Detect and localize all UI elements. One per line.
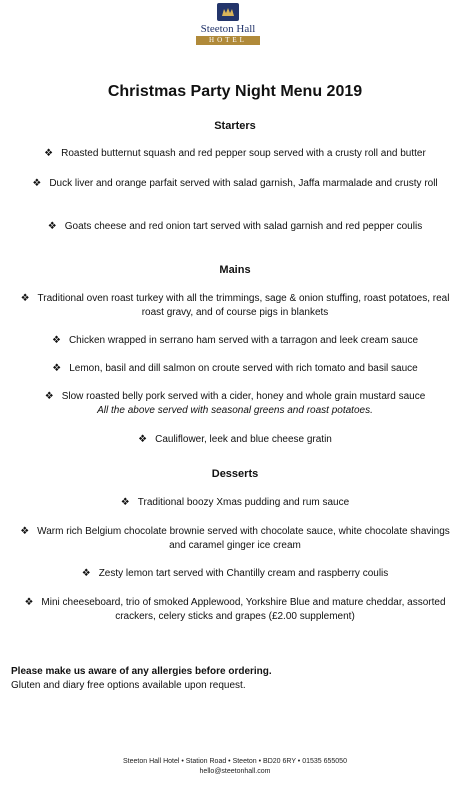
- item-text: Chicken wrapped in serrano ham served with a tarragon and leek cream sauce: [68, 335, 419, 346]
- starter-item: [18, 177, 452, 191]
- logo-band: HOTEL: [196, 36, 260, 45]
- item-text: Mini cheeseboard, trio of smoked Applewood, Yorkshire Blue and mature cheddar, assorted crackers, celery sticks and grapes (£2.00 supplement): [41, 597, 446, 622]
- bullet-icon: ❖: [44, 148, 54, 159]
- item-text: Duck liver and orange parfait served with salad garnish, Jaffa marmalade and crusty roll: [49, 178, 438, 189]
- item-text: Cauliflower, leek and blue cheese gratin: [155, 434, 332, 445]
- starter-item: [18, 220, 452, 234]
- bullet-icon: ❖: [20, 293, 30, 304]
- desserts-heading: Desserts: [211, 468, 259, 480]
- bullet-icon: ❖: [138, 434, 148, 445]
- starters-heading: Starters: [214, 120, 256, 132]
- crest-icon: [217, 3, 239, 21]
- item-text: Traditional oven roast turkey with all the trimmings, sage & onion stuffing, roast potatoes, real roast gravy, and of course pigs in blankets: [37, 293, 450, 318]
- main-item: [18, 390, 452, 404]
- logo-name: Steeton Hall: [200, 23, 256, 35]
- allergy-options: Gluten and diary free options available upon request.: [11, 680, 246, 691]
- dessert-item: [18, 596, 452, 624]
- bullet-icon: ❖: [32, 178, 42, 189]
- bullet-icon: ❖: [24, 597, 34, 608]
- main-item: [18, 362, 452, 376]
- bullet-icon: ❖: [51, 335, 61, 346]
- bullet-icon: ❖: [44, 391, 54, 402]
- item-text: Slow roasted belly pork served with a cider, honey and whole grain mustard sauce: [61, 391, 426, 402]
- item-text: Zesty lemon tart served with Chantilly cream and raspberry coulis: [98, 568, 389, 579]
- mains-note: All the above served with seasonal greens and roast potatoes.: [97, 405, 373, 416]
- item-text: Lemon, basil and dill salmon on croute served with rich tomato and basil sauce: [69, 363, 418, 374]
- item-text: Goats cheese and red onion tart served with salad garnish and red pepper coulis: [64, 221, 423, 232]
- hotel-logo: [190, 3, 266, 45]
- allergy-notice: [11, 665, 272, 693]
- menu-title: Christmas Party Night Menu 2019: [107, 83, 363, 100]
- bullet-icon: ❖: [52, 363, 62, 374]
- footer: [0, 757, 470, 777]
- bullet-icon: ❖: [20, 526, 30, 537]
- bullet-icon: ❖: [47, 221, 57, 232]
- bullet-icon: ❖: [81, 568, 91, 579]
- bullet-icon: ❖: [120, 497, 130, 508]
- main-item: [18, 292, 452, 320]
- vegetarian-item: [18, 433, 452, 447]
- dessert-item: [18, 525, 452, 553]
- dessert-item: [18, 567, 452, 581]
- footer-address: Steeton Hall Hotel • Station Road • Steeton • BD20 6RY • 01535 655050: [123, 758, 347, 765]
- item-text: Traditional boozy Xmas pudding and rum sauce: [137, 497, 350, 508]
- mains-heading: Mains: [219, 264, 251, 276]
- item-text: Roasted butternut squash and red pepper soup served with a crusty roll and butter: [61, 148, 426, 159]
- main-item: [18, 334, 452, 348]
- allergy-warning: Please make us aware of any allergies before ordering.: [11, 666, 272, 677]
- dessert-item: [18, 496, 452, 510]
- footer-email: hello@steetonhall.com: [199, 768, 271, 775]
- starter-item: [18, 147, 452, 161]
- item-text: Warm rich Belgium chocolate brownie served with chocolate sauce, white chocolate shavings and caramel ginger ice cream: [37, 526, 450, 551]
